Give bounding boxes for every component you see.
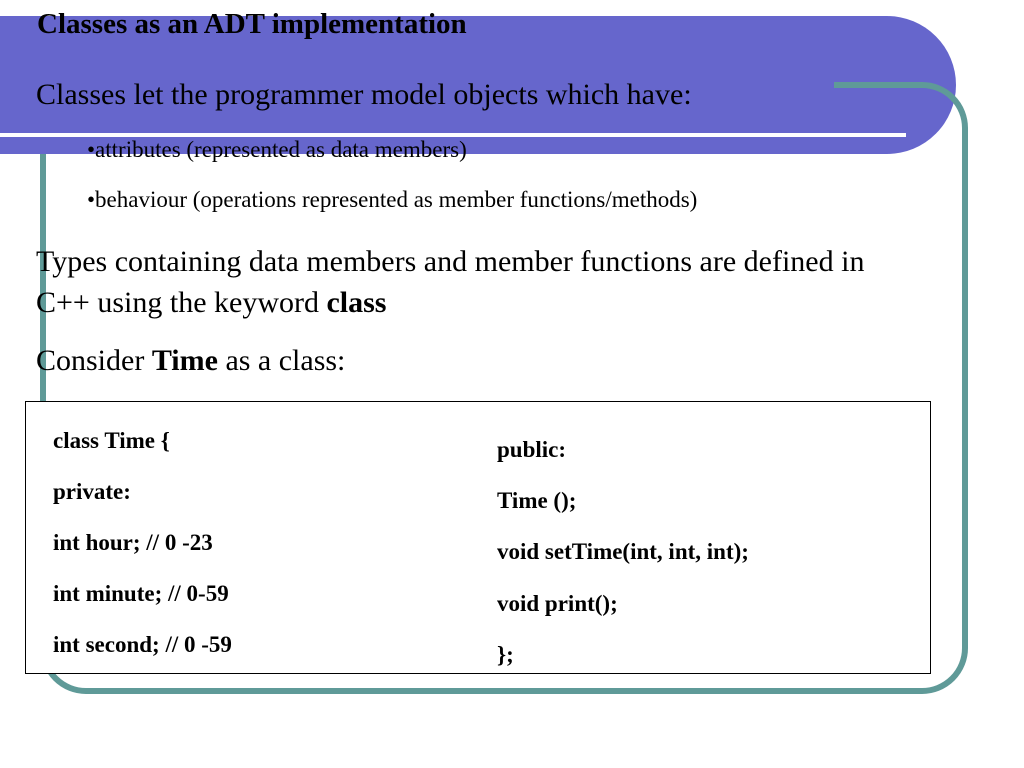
code-line: private: [53,479,131,504]
bullet-attributes: •attributes (represented as data members) [87,137,467,162]
code-line: void setTime(int, int, int); [497,539,749,564]
keyword-class: class [326,286,387,319]
code-line: public: [497,437,567,462]
code-line: int hour; // 0 -23 [53,530,213,555]
consider-prefix: Consider [36,344,152,377]
code-line: void print(); [497,591,618,616]
consider-suffix: as a class: [217,344,346,377]
code-box [25,401,931,674]
keyword-paragraph-text: Types containing data members and member functions are defined in C++ using the keyword [36,245,865,319]
slide-title: Classes as an ADT implementation [37,8,467,40]
code-line: int second; // 0 -59 [53,632,232,657]
bullet-behaviour: •behaviour (operations represented as member functions/methods) [87,187,698,212]
consider-paragraph [36,344,345,378]
code-line: Time (); [497,488,577,513]
code-line: }; [497,642,514,667]
keyword-time: Time [151,344,218,377]
code-line: class Time { [53,428,170,453]
keyword-paragraph [36,241,866,323]
code-line: int minute; // 0-59 [53,581,229,606]
intro-paragraph: Classes let the programmer model objects which have: [36,78,692,111]
